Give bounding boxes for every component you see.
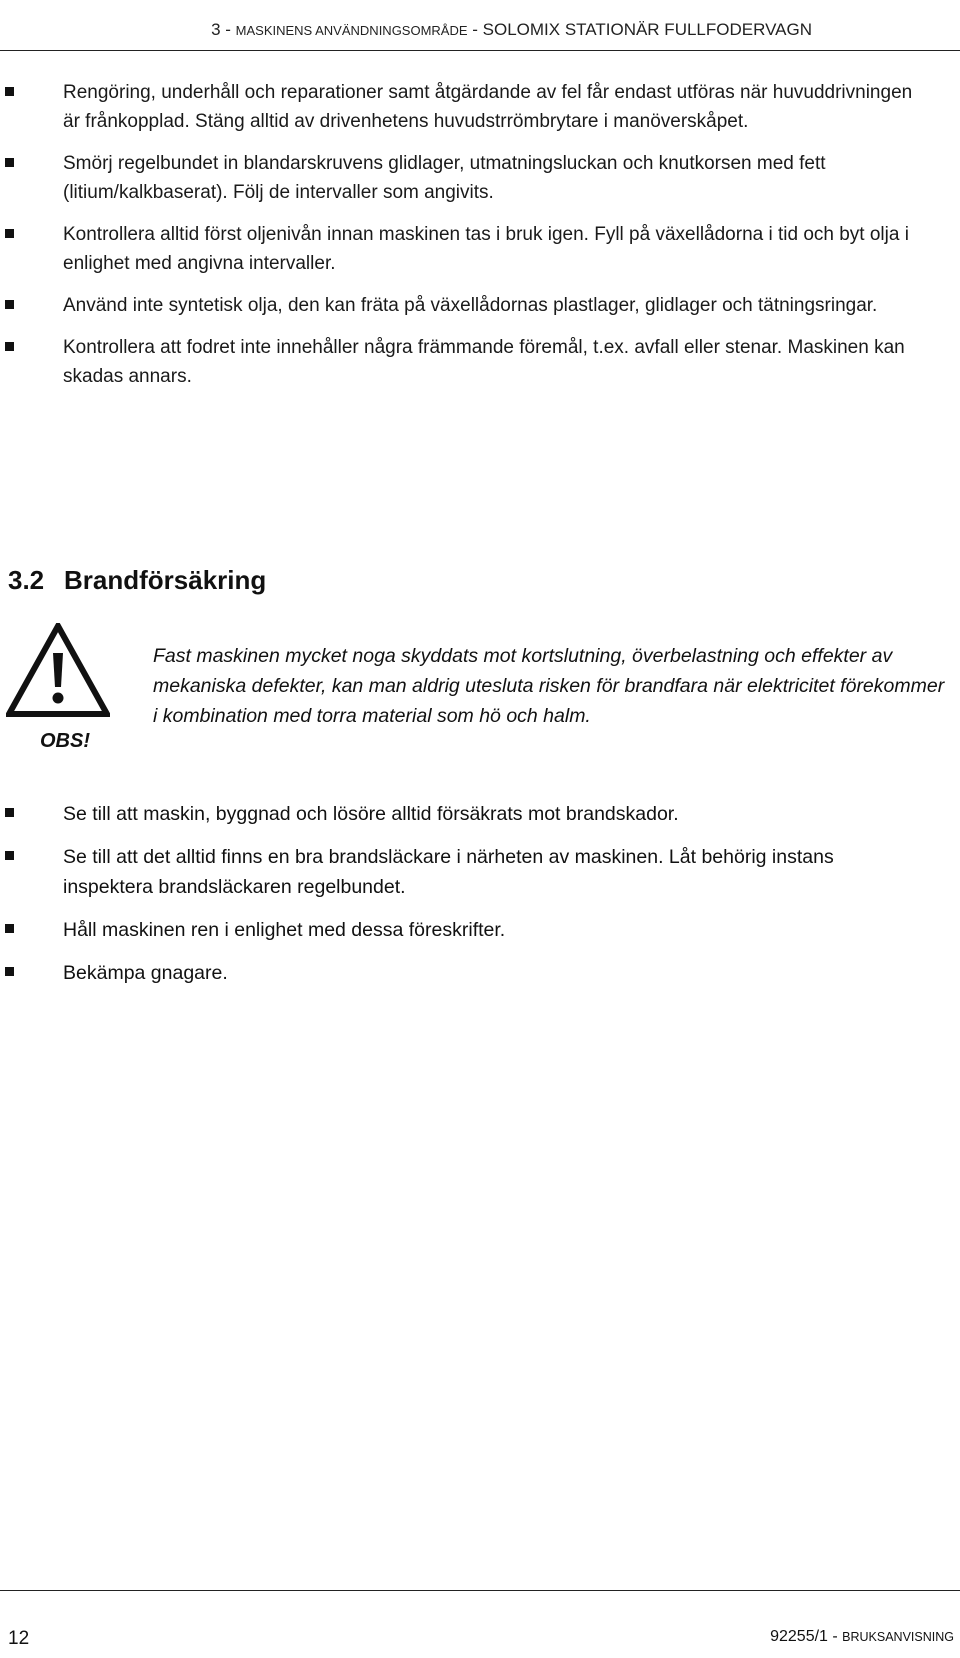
list-item: Bekämpa gnagare.: [0, 958, 960, 988]
list-item: Håll maskinen ren i enlighet med dessa föreskrifter.: [0, 915, 960, 945]
list-item: Se till att det alltid finns en bra brandsläckare i närheten av maskinen. Låt behörig instans inspektera brandsläckaren regelbundet.: [0, 842, 960, 902]
footer-document-id: [770, 1628, 954, 1646]
chapter-number: 3 -: [211, 20, 236, 39]
warning-triangle-icon: [6, 623, 110, 718]
section-heading: [8, 565, 266, 596]
section-title: Brandförsäkring: [64, 565, 267, 595]
footer-divider: [0, 1590, 960, 1591]
header-separator: -: [467, 20, 483, 39]
list-item: Smörj regelbundet in blandarskruvens glidlager, utmatningsluckan och knutkorsen med fett (litium/kalkbaserat). Följ de intervaller som angivits.: [0, 149, 960, 207]
list-item: Se till att maskin, byggnad och lösöre alltid försäkrats mot brandskador.: [0, 799, 960, 829]
product-name: SOLOMIX STATIONÄR FULLFODERVAGN: [482, 20, 812, 39]
warning-label: OBS!: [40, 730, 90, 752]
list-item: Kontrollera alltid först oljenivån innan maskinen tas i bruk igen. Fyll på växellådorna i tid och byt olja i enlighet med angivna intervaller.: [0, 220, 960, 278]
fire-safety-list: [0, 799, 960, 1001]
document-type: BRUKSANVISNING: [842, 1630, 954, 1644]
chapter-title: MASKINENS ANVÄNDNINGSOMRÅDE: [235, 23, 468, 38]
list-item: Kontrollera att fodret inte innehåller några främmande föremål, t.ex. avfall eller stenar. Maskinen kan skadas annars.: [0, 333, 960, 391]
section-number: 3.2: [8, 565, 45, 595]
list-item: Rengöring, underhåll och reparationer samt åtgärdande av fel får endast utföras när huvuddrivningen är frånkopplad. Stäng alltid av drivenhetens huvudstrrömbrytare i manöverskåpet.: [0, 78, 960, 136]
list-item: Använd inte syntetisk olja, den kan fräta på växellådornas plastlager, glidlager och tätningsringar.: [0, 291, 960, 320]
page-number: 12: [8, 1628, 30, 1649]
running-header: [211, 20, 812, 40]
page-header: [0, 0, 960, 51]
maintenance-list: [0, 78, 960, 404]
warning-text: Fast maskinen mycket noga skyddats mot kortslutning, överbelastning och effekter av mekaniska defekter, kan man aldrig utesluta risken för brandfara när elektricitet förekommer i kombination med torra material som hö och halm.: [153, 645, 945, 727]
document-number: 92255/1 -: [770, 1628, 843, 1645]
